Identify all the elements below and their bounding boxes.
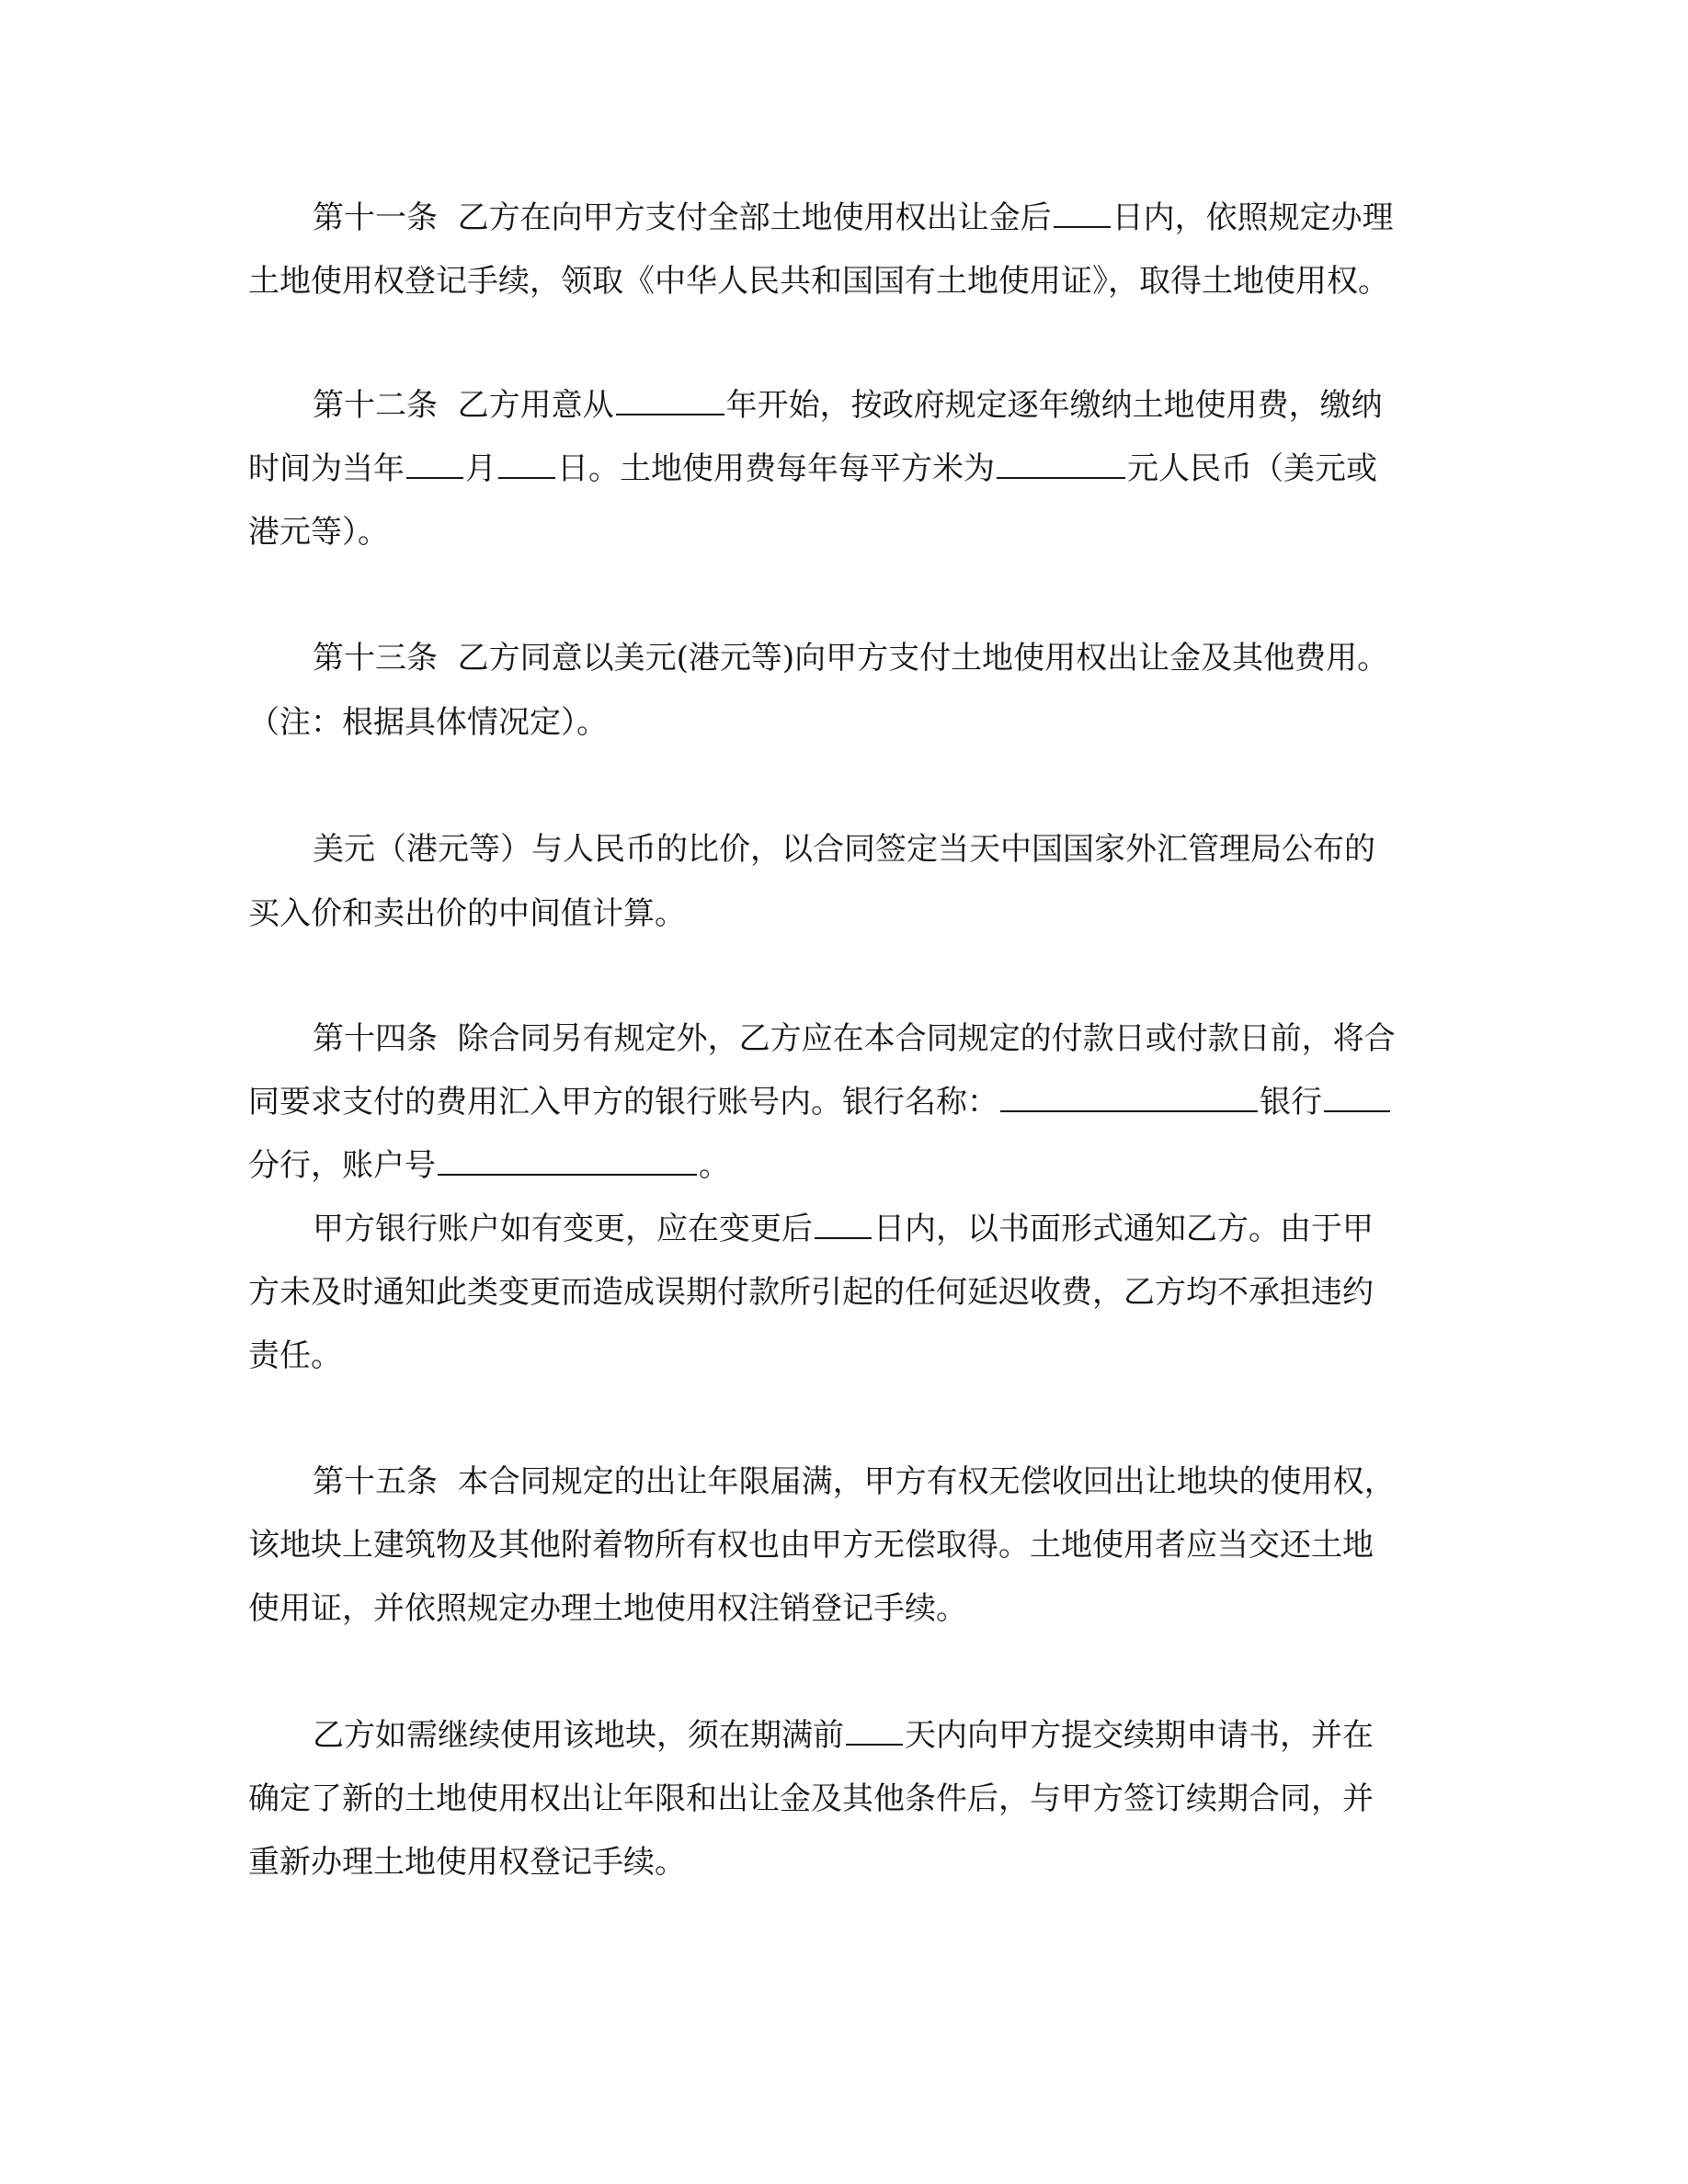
art14-line-1: 第十四条 除合同另有规定外，乙方应在本合同规定的付款日或付款日前，将合 [313, 1020, 1396, 1057]
art12-text-a: 第十二条 乙方用意从 [313, 387, 614, 424]
art11-line-2: 土地使用权登记手续，领取《中华人民共和国国有土地使用证》，取得土地使用权。 [248, 263, 1389, 300]
art14-para2-line-2: 方未及时通知此类变更而造成误期付款所引起的任何延迟收费，乙方均不承担违约 [248, 1274, 1374, 1311]
art12-line-2 [248, 450, 1377, 487]
art12-text-c: 时间为当年 [248, 450, 405, 487]
art14-text-b: 银行 [1260, 1084, 1322, 1120]
renewal-line-3: 重新办理土地使用权登记手续。 [248, 1844, 686, 1881]
art13-line-2: （注：根据具体情况定）。 [248, 704, 608, 741]
fill-blank [997, 451, 1125, 479]
fill-blank [1054, 200, 1111, 228]
art12-line-1 [313, 387, 1383, 424]
art14-text-a: 同要求支付的费用汇入甲方的银行账号内。银行名称： [248, 1084, 998, 1120]
renewal-text-b: 天内向甲方提交续期申请书，并在 [905, 1717, 1374, 1754]
art13-line-1: 第十三条 乙方同意以美元(港元等)向甲方支付土地使用权出让金及其他费用。 [313, 640, 1389, 677]
art14-para2-line-1 [313, 1211, 1374, 1247]
fill-blank [1000, 1085, 1258, 1112]
fill-blank [438, 1148, 697, 1176]
fill-blank [498, 451, 555, 479]
art14-text-e: 甲方银行账户如有变更，应在变更后 [313, 1211, 813, 1247]
art11-text-b: 日内，依照规定办理 [1112, 199, 1394, 236]
art15-line-1: 第十五条 本合同规定的出让年限届满，甲方有权无偿收回出让地块的使用权， [313, 1463, 1396, 1500]
art14-text-c: 分行，账户号 [248, 1147, 436, 1184]
fill-blank [406, 451, 463, 479]
exchange-line-2: 买入价和卖出价的中间值计算。 [248, 895, 686, 932]
art14-line-3 [248, 1147, 730, 1184]
art14-line-2 [248, 1084, 1392, 1120]
art12-text-e: 日。土地使用费每年每平方米为 [557, 450, 995, 487]
art14-para2-line-3: 责任。 [248, 1337, 342, 1374]
art15-line-2: 该地块上建筑物及其他附着物所有权也由甲方无偿取得。土地使用者应当交还土地 [248, 1527, 1374, 1564]
fill-blank [1324, 1085, 1390, 1112]
fill-blank [616, 388, 724, 415]
art12-text-b: 年开始，按政府规定逐年缴纳土地使用费，缴纳 [725, 387, 1383, 424]
art14-text-d: 。 [699, 1147, 730, 1184]
art15-line-3: 使用证，并依照规定办理土地使用权注销登记手续。 [248, 1590, 967, 1627]
renewal-line-2: 确定了新的土地使用权出让年限和出让金及其他条件后，与甲方签订续期合同，并 [248, 1780, 1374, 1817]
fill-blank [846, 1718, 903, 1746]
art11-line-1 [313, 199, 1394, 236]
exchange-line-1: 美元（港元等）与人民币的比价，以合同签定当天中国国家外汇管理局公布的 [313, 831, 1375, 868]
renewal-text-a: 乙方如需继续使用该地块，须在期满前 [313, 1717, 844, 1754]
art12-line-3: 港元等）。 [248, 514, 389, 551]
art12-text-d: 月 [465, 450, 496, 487]
fill-blank [815, 1211, 872, 1239]
art14-text-f: 日内，以书面形式通知乙方。由于甲 [873, 1211, 1374, 1247]
art11-text-a: 第十一条 乙方在向甲方支付全部土地使用权出让金后 [313, 199, 1052, 236]
renewal-line-1 [313, 1717, 1374, 1754]
art12-text-f: 元人民币（美元或 [1127, 450, 1377, 487]
